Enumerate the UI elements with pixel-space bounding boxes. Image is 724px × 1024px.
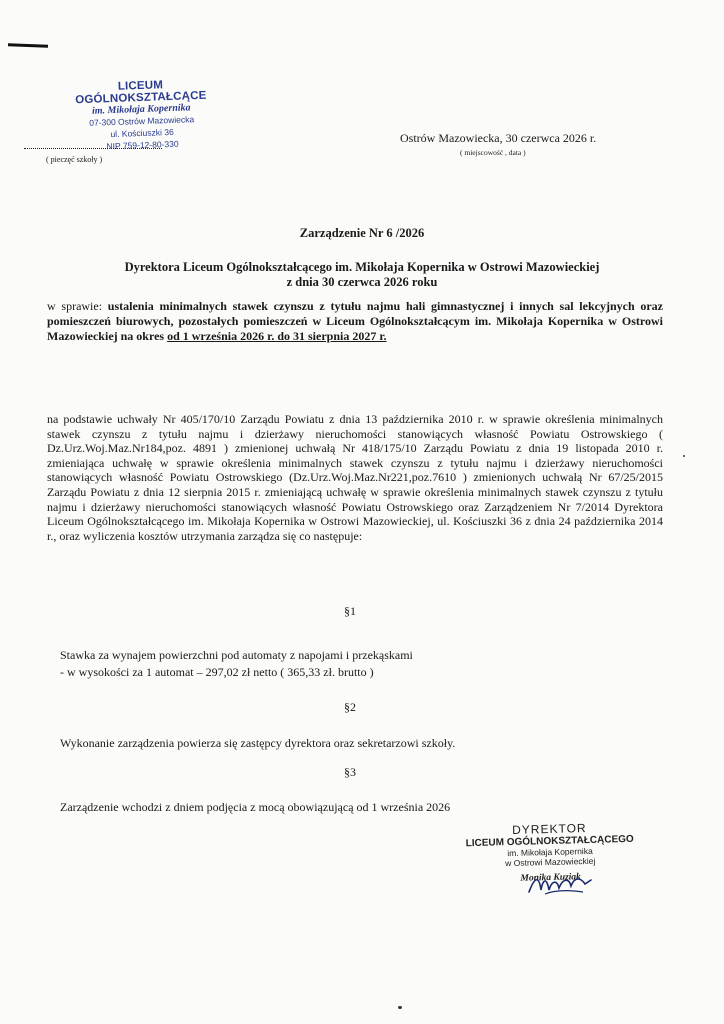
section-3-heading: §3 [344,765,356,779]
section-1-line-1: Stawka za wynajem powierzchni pod automaty z napojami i przekąskami [60,648,413,662]
subject-paragraph [47,299,663,343]
director-stamp-line-2: LICEUM OGÓLNOKSZTAŁCĄCEGO [465,833,634,850]
director-stamp-line-1: DYREKTOR [511,821,587,837]
stamp-dotted-line [24,148,162,149]
scan-mark [8,43,48,47]
stamp-line-2: im. Mikołaja Kopernika [91,102,191,117]
subject-period: od 1 września 2026 r. do 31 sierpnia 2027 r. [167,328,387,343]
stamp-line-4: ul. Kościuszki 36 [110,126,174,140]
section-2-heading: §2 [344,700,356,714]
legal-basis-paragraph: na podstawie uchwały Nr 405/170/10 Zarządu Powiatu z dnia 13 października 2010 r. w sprawie określenia minimalnych stawek czynszu z tytułu najmu i dzierżawy nieruchomości stanowiących własność Powiatu Ostrowskiego ( Dz.Urz.Woj.Maz.Nr184,poz. 4891 ) zmienionej uchwałą Nr 418/175/10 Zarządu Powiatu z dnia 19 listopada 2010 r. zmieniająca uchwałę w sprawie określenia minimalnych stawek czynszu z tytułu najmu i dzierżawy nieruchomości stanowiących własność Powiatu Ostrowskiego (Dz.Urz.Woj.Maz.Nr221,poz.7610 ) zmienionych uchwałą Nr 67/25/2015 Zarządu Powiatu z dnia 12 sierpnia 2015 r. zmieniającą uchwałę w sprawie określenia minimalnych stawek czynszu z tytułu najmu i dzierżawy nieruchomości stanowiących własność Powiatu Ostrowskiego oraz Zarządzeniem Nr 7/2014 Dyrektora Liceum Ogólnokształcącego im. Mikołaja Kopernika w Ostrowi Mazowieckiej, ul. Kościuszki 36 z dnia 24 października 2014 r., oraz wyliczenia kosztów utrzymania zarządza się co następuje: [47,412,663,543]
handwritten-signature [525,872,595,898]
document-subtitle-date: z dnia 30 czerwca 2026 roku [286,275,438,289]
director-name: Monika Kuziak [520,872,582,884]
stamp-line-3: 07-300 Ostrów Mazowiecka [89,114,195,128]
stamp-caption: ( pieczęć szkoły ) [46,155,103,164]
director-stamp-line-3: im. Mikołaja Kopernika [507,845,593,859]
subject-prefix: w sprawie: [47,299,108,313]
document-subtitle-issuer: Dyrektora Liceum Ogólnokształcącego im. Mikołaja Kopernika w Ostrowi Mazowieckiej [124,260,600,274]
scan-speck [398,1006,402,1009]
stamp-line-1: LICEUM OGÓLNOKSZTAŁCĄCE [75,79,207,107]
scan-speck [683,455,685,457]
section-2-text: Wykonanie zarządzenia powierza się zastępcy dyrektora oraz sekretarzowi szkoły. [60,736,456,750]
section-1-heading: §1 [344,604,356,618]
section-1-line-2: - w wysokości za 1 automat – 297,02 zł netto ( 365,33 zł. brutto ) [60,665,374,679]
director-stamp-line-4: w Ostrowi Mazowieckiej [505,855,596,869]
place-date-caption: ( miejscowość , data ) [460,148,526,157]
school-stamp [53,77,230,154]
section-3-text: Zarządzenie wchodzi z dniem podjęcia z mocą obowiązującą od 1 września 2026 [60,800,451,814]
subject-body: ustalenia minimalnych stawek czynszu z tytułu najmu hali gimnastycznej i innych sal lekcyjnych oraz pomieszczeń biurowych, pozostałych pomieszczeń w Liceum Ogólnokształcącym im. Mikołaja Kopernika w Ostrowi Mazowieckiej na okres [47,299,663,343]
stamp-line-5: NIP 759-12-80-330 [106,138,179,152]
document-title: Zarządzenie Nr 6 /2026 [299,226,425,240]
place-date: Ostrów Mazowiecka, 30 czerwca 2026 r. [400,131,597,145]
